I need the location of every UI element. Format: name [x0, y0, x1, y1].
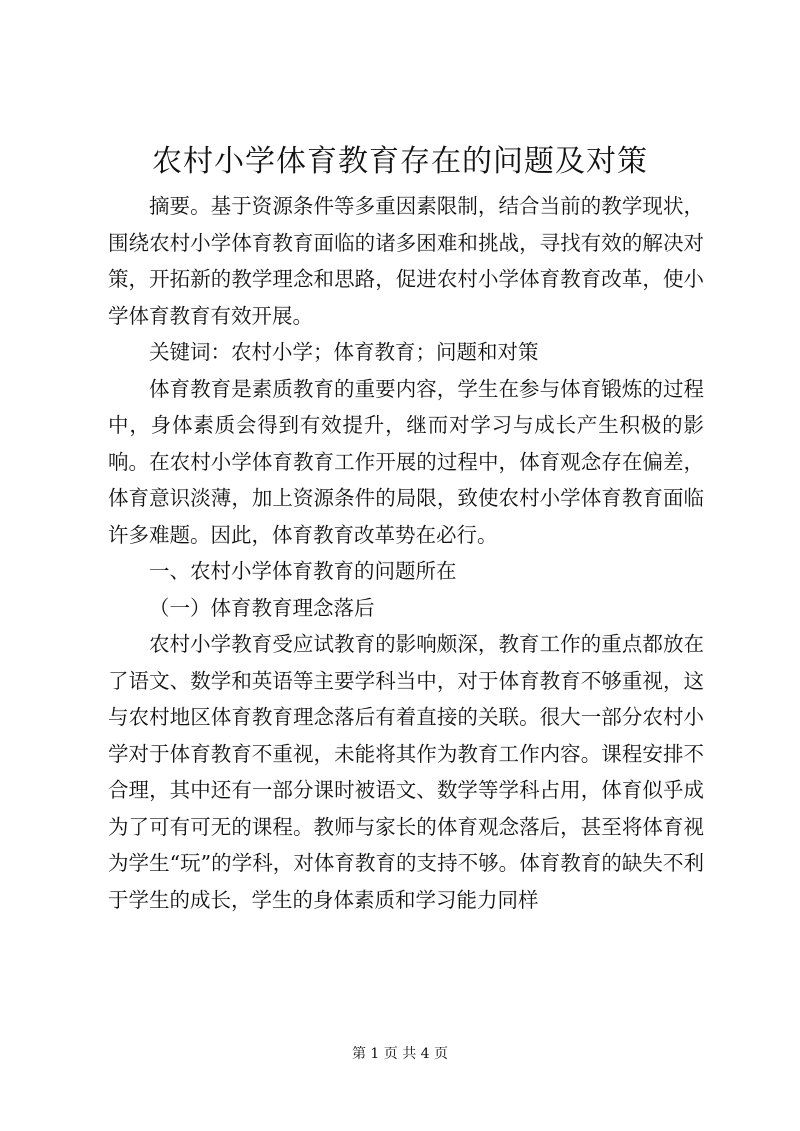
subsection-heading: （一）体育教育理念落后	[149, 595, 375, 620]
page-footer: 第 1 页 共 4 页	[351, 1046, 449, 1062]
keywords-line: 关键词：农村小学；体育教育；问题和对策	[149, 340, 539, 364]
section-paragraph: 农村小学教育受应试教育的影响颇深，教育工作的重点都放在了语文、数学和英语等主要学科当中，对于体育教育不够重视，这与农村地区体育教育理念落后有着直接的关联。很大一部分农村小学对于体育教育不重视，未能将其作为教育工作内容。课程安排不合理，其中还有一部分课时被语文、数学等学科占用，体育似乎成为了可有可无的课程。教师与家长的体育观念落后，甚至将体育视为学生“玩”的学科，对体育教育的支持不够。体育教育的缺失不利于学生的成长，学生的身体素质和学习能力同样	[108, 632, 704, 912]
document-title: 农村小学体育教育存在的问题及对策	[152, 144, 648, 179]
section-heading: 一、农村小学体育教育的问题所在	[149, 559, 457, 583]
intro-paragraph: 体育教育是素质教育的重要内容，学生在参与体育锻炼的过程中，身体素质会得到有效提升，继而对学习与成长产生积极的影响。在农村小学体育教育工作开展的过程中，体育观念存在偏差，体育意识淡薄，加上资源条件的局限，致使农村小学体育教育面临许多难题。因此，体育教育改革势在必行。	[108, 376, 704, 547]
abstract-paragraph: 摘要。基于资源条件等多重因素限制，结合当前的教学现状，围绕农村小学体育教育面临的诸多困难和挑战，寻找有效的解决对策，开拓新的教学理念和思路，促进农村小学体育教育改革，使小学体育教育有效开展。	[108, 194, 704, 328]
document-body	[108, 188, 704, 918]
